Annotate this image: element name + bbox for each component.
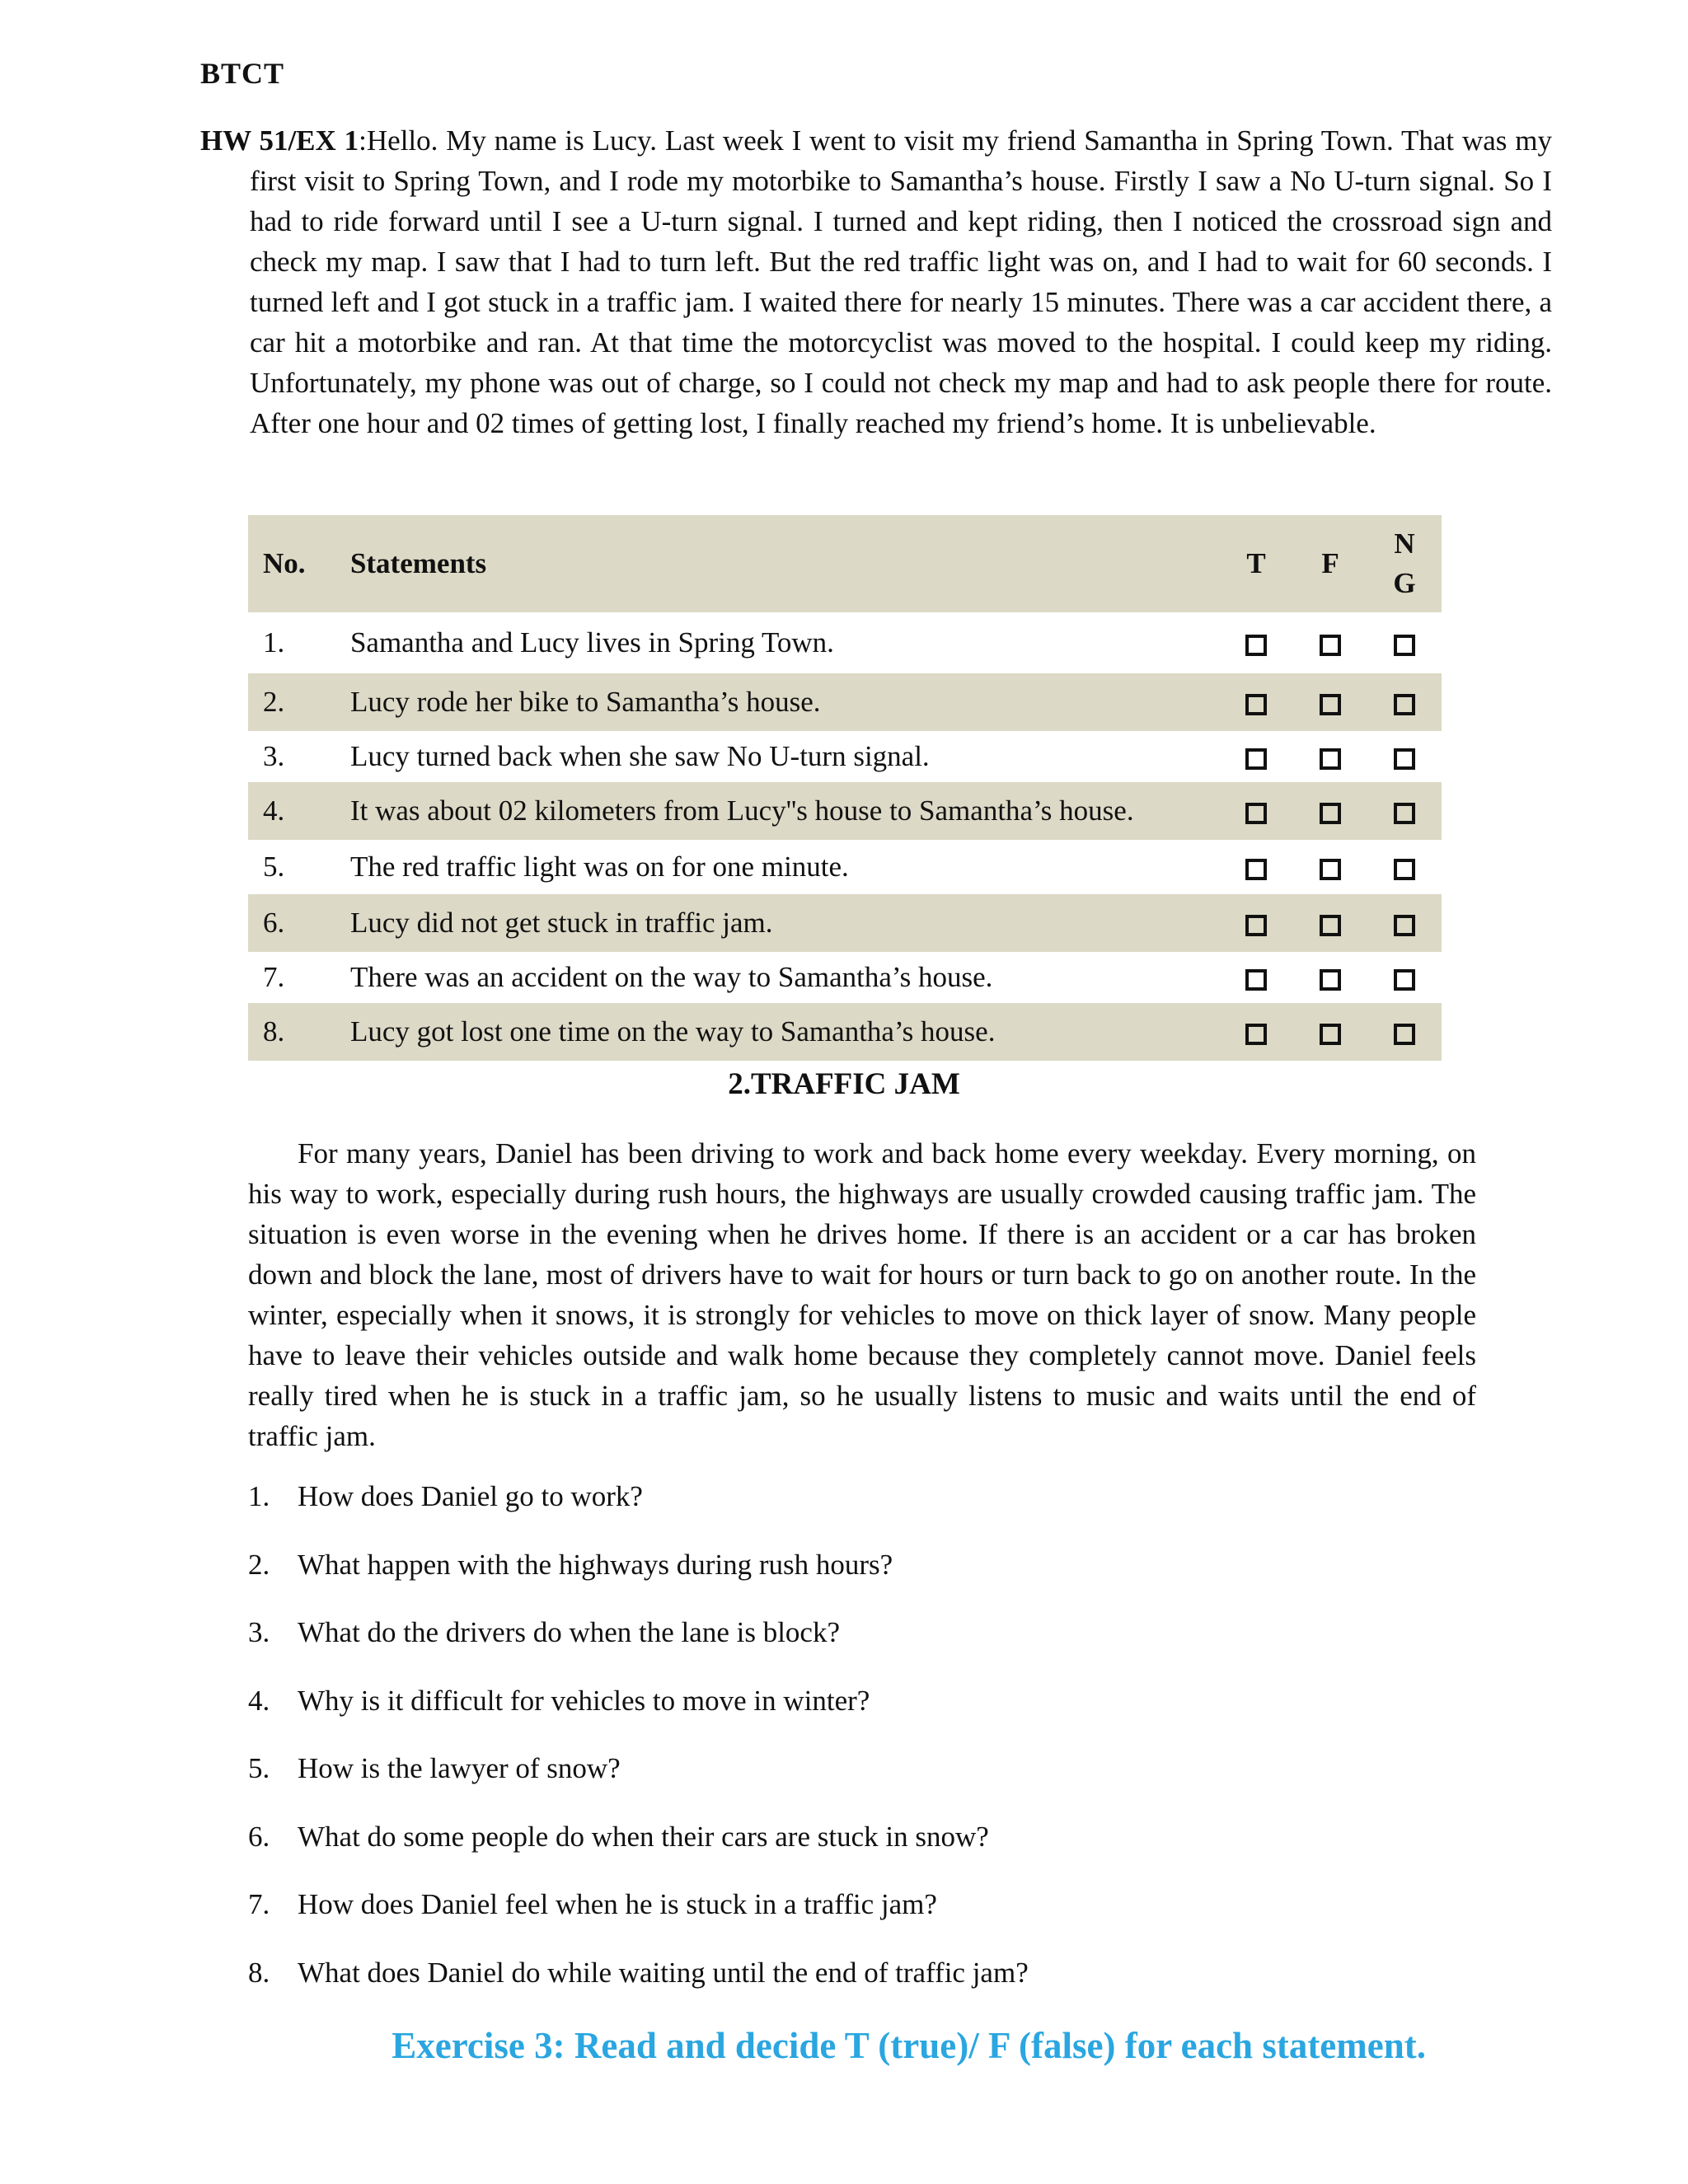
true-checkbox[interactable] [1245,1024,1267,1045]
header-ng-line1: N [1394,527,1415,560]
row-statement: Lucy did not get stuck in traffic jam. [349,907,773,939]
table-row [248,952,1442,1003]
question-list [248,1480,1443,2024]
false-checkbox[interactable] [1320,969,1341,991]
exercise1-label: HW 51/EX 1 [200,124,359,157]
not-given-checkbox[interactable] [1394,803,1415,824]
table-row [248,840,1442,894]
question-number: 1. [248,1480,270,1512]
question-text: How does Daniel go to work? [298,1480,643,1512]
question-text: What do some people do when their cars are stuck in snow? [298,1820,989,1853]
question-number: 7. [248,1888,270,1920]
question-number: 5. [248,1752,270,1784]
section2-passage: For many years, Daniel has been driving to work and back home every weekday. Every morning, on his way to work, especially during rush hours, the highways are usually crowded causing traffic jam. The situation is even worse in the evening when he drives home. If there is an accident or a car has broken down and block the lane, most of drivers have to wait for hours or turn back to go on another route. In the winter, especially when it snows, it is strongly for vehicles to move on thick layer of snow. Many people have to leave their vehicles outside and walk home because they completely cannot move. Daniel feels really tired when he is stuck in a traffic jam, so he usually listens to music and waits until the end of traffic jam. [248,1137,1476,1452]
true-checkbox[interactable] [1245,859,1267,880]
row-statement: Samantha and Lucy lives in Spring Town. [349,626,834,658]
row-number: 1. [263,626,285,658]
true-checkbox[interactable] [1245,915,1267,936]
row-statement: Lucy got lost one time on the way to Samantha’s house. [349,1015,996,1047]
false-checkbox[interactable] [1320,915,1341,936]
true-checkbox[interactable] [1245,803,1267,824]
row-statement: It was about 02 kilometers from Lucy''s house to Samantha’s house. [349,794,1134,827]
header-ng-line2: G [1393,567,1416,599]
section2-title: 2.TRAFFIC JAM [728,1067,960,1101]
false-checkbox[interactable] [1320,635,1341,656]
true-checkbox[interactable] [1245,694,1267,715]
table-header-row [248,515,1442,612]
row-number: 5. [263,851,285,883]
question-item [248,1480,1443,1549]
question-item [248,1752,1443,1821]
not-given-checkbox[interactable] [1394,635,1415,656]
question-number: 8. [248,1956,270,1989]
not-given-checkbox[interactable] [1394,859,1415,880]
question-text: What does Daniel do while waiting until the end of traffic jam? [298,1956,1029,1989]
header-ng [1367,515,1442,612]
row-number: 2. [263,686,285,718]
table-row [248,782,1442,840]
row-statement: Lucy rode her bike to Samantha’s house. [349,686,821,718]
false-checkbox[interactable] [1320,1024,1341,1045]
row-statement: Lucy turned back when she saw No U-turn signal. [349,740,930,772]
header-t: T [1246,547,1266,579]
row-number: 6. [263,907,285,939]
true-checkbox[interactable] [1245,969,1267,991]
true-checkbox[interactable] [1245,748,1267,770]
exercise1-passage [200,120,1552,443]
table-row [248,612,1442,673]
not-given-checkbox[interactable] [1394,969,1415,991]
table-row [248,673,1442,731]
false-checkbox[interactable] [1320,694,1341,715]
row-statement: The red traffic light was on for one minute. [349,851,849,883]
question-item [248,1888,1443,1957]
question-item [248,1549,1443,1617]
false-checkbox[interactable] [1320,803,1341,824]
not-given-checkbox[interactable] [1394,1024,1415,1045]
header-statements: Statements [349,547,487,579]
question-number: 2. [248,1548,270,1581]
question-text: How is the lawyer of snow? [298,1752,621,1784]
false-checkbox[interactable] [1320,859,1341,880]
question-text: What do the drivers do when the lane is block? [298,1616,840,1648]
true-checkbox[interactable] [1245,635,1267,656]
question-text: How does Daniel feel when he is stuck in a traffic jam? [298,1888,937,1920]
page-header-btct: BTCT [200,57,285,90]
question-item [248,1957,1443,2025]
question-item [248,1616,1443,1685]
row-number: 4. [263,794,285,827]
exercise3-title: Exercise 3: Read and decide T (true)/ F (false) for each statement. [392,2025,1426,2066]
question-text: What happen with the highways during rush hours? [298,1548,893,1581]
false-checkbox[interactable] [1320,748,1341,770]
question-number: 4. [248,1684,270,1717]
header-no: No. [263,547,306,579]
not-given-checkbox[interactable] [1394,915,1415,936]
table-row [248,894,1442,952]
table-row [248,731,1442,782]
question-number: 6. [248,1820,270,1853]
question-text: Why is it difficult for vehicles to move in winter? [298,1684,870,1717]
not-given-checkbox[interactable] [1394,748,1415,770]
row-number: 3. [263,740,285,772]
true-false-table [248,515,1442,1061]
row-number: 8. [263,1015,285,1047]
row-number: 7. [263,961,285,993]
table-row [248,1003,1442,1061]
header-f: F [1321,547,1339,579]
exercise1-text: :Hello. My name is Lucy. Last week I went to visit my friend Samantha in Spring Town. That was my first visit to Spring Town, and I rode my motorbike to Samantha’s house. Firstly I saw a No U-turn signal. So I had to ride forward until I see a U-turn signal. I turned and kept riding, then I noticed the crossroad sign and check my map. I saw that I had to turn left. But the red traffic light was on, and I had to wait for 60 seconds. I turned left and I got stuck in a traffic jam. I waited there for nearly 15 minutes. There was a car accident there, a car hit a motorbike and ran. At that time the motorcyclist was moved to the hospital. I could keep my riding. Unfortunately, my phone was out of charge, so I could not check my map and had to ask people there for route. After one hour and 02 times of getting lost, I finally reached my friend’s home. It is unbelievable. [250,124,1552,439]
row-statement: There was an accident on the way to Samantha’s house. [349,961,993,993]
question-item [248,1685,1443,1753]
question-number: 3. [248,1616,270,1648]
question-item [248,1821,1443,1889]
not-given-checkbox[interactable] [1394,694,1415,715]
